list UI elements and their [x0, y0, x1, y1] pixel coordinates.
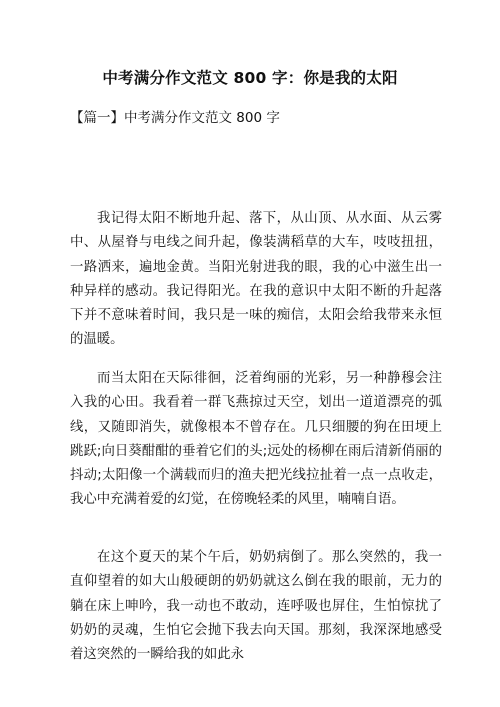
paragraph: 在这个夏天的某个午后，奶奶病倒了。那么突然的，我一直仰望着的如大山般硬朗的奶奶就这么倒在我的眼前，无力的躺在床上呻吟，我一动也不敢动，连呼吸也屏住，生怕惊扰了奶奶的灵魂，生怕它会抛下我去向天国。那刻，我深深地感受着这突然的一瞬给我的如此永 — [70, 550, 442, 663]
section-heading: 【篇一】中考满分作文范文 800 字 — [70, 110, 280, 126]
paragraph: 我记得太阳不断地升起、落下，从山顶、从水面、从云雾中、从屋脊与电线之间升起，像装满稻草的大车，吱吱扭扭，一路洒来，遍地金黄。当阳光射进我的眼，我的心中滋生出一种异样的感动。我记得阳光。在我的意识中太阳不断的升起落下并不意味着时间，我只是一味的痴信，太阳会给我带来永恒的温暖。 — [70, 211, 442, 348]
paragraph: 而当太阳在天际徘徊，泛着绚丽的光彩，另一种静穆会注入我的心田。我看着一群飞燕掠过天空，划出一道道漂亮的弧线，又随即消失，就像根本不曾存在。几只细腰的狗在田埂上跳跃;向日葵酣酣的垂着它们的头;远处的杨柳在雨后清新俏丽的抖动;太阳像一个满载而归的渔夫把光线拉扯着一点一点收走，我心中充满着爱的幻觉，在傍晚轻柔的风里，喃喃自语。 — [70, 371, 442, 508]
document-title: 中考满分作文范文 800 字：你是我的太阳 — [102, 69, 398, 87]
